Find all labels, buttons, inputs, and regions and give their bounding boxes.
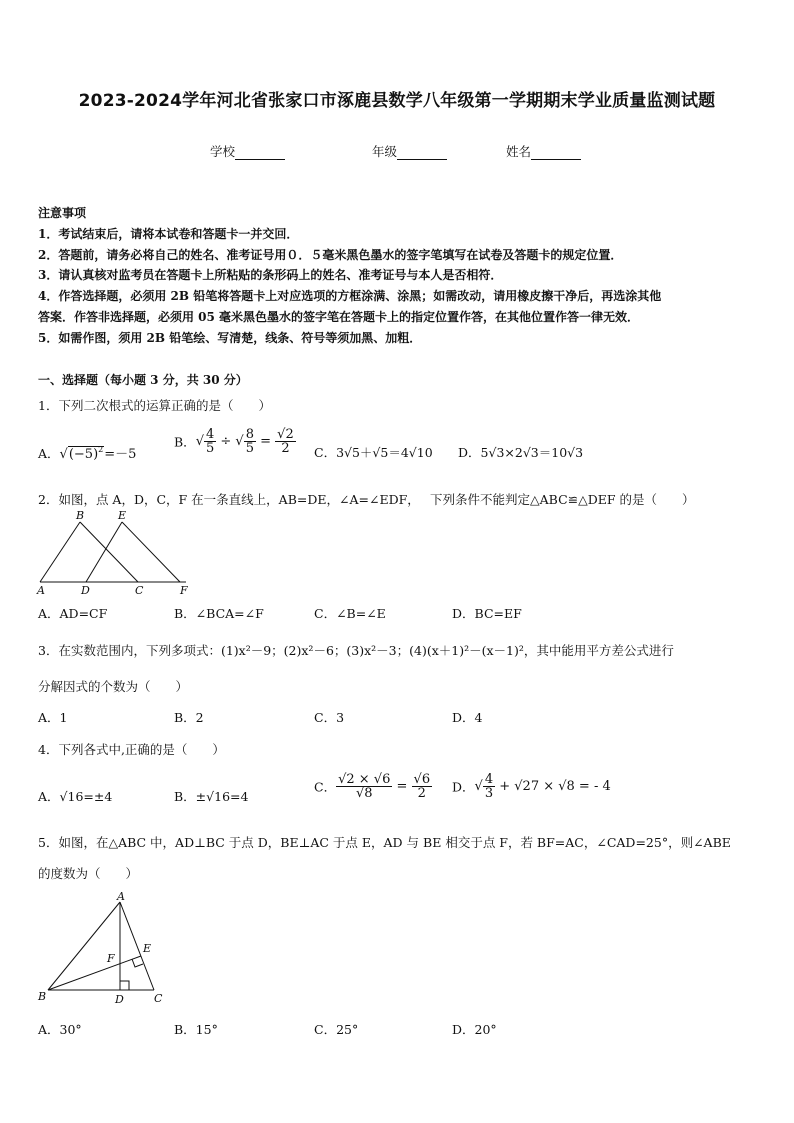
q5-option-c: C．25° xyxy=(314,1022,359,1037)
q4-option-c-expr: $\frac{√2 \times √6}{√8}$ = $\frac{√6}{2}$ xyxy=(338,772,431,801)
q5-label-f: F xyxy=(107,952,115,965)
note-item: 3．请认真核对监考员在答题卡上所粘贴的条形码上的姓名、准考证号与本人是否相符． xyxy=(38,268,503,282)
q1-option-a-result: =－5 xyxy=(104,447,137,462)
q2-side-ef xyxy=(122,522,180,582)
q5-option-b: B．15° xyxy=(174,1022,218,1037)
section-heading: 一、选择题（每小题 3 分，共 30 分） xyxy=(38,373,248,387)
q4-option-c-label: C． xyxy=(314,779,337,795)
q4-option-d xyxy=(452,773,611,800)
question-3-stem-cont: 分解因式的个数为（ ） xyxy=(38,679,189,694)
q5-label-a: A xyxy=(117,890,125,903)
q2-option-d: D．BC=EF xyxy=(452,606,522,621)
school-label: 学校 xyxy=(210,144,236,159)
q2-option-c: C．∠B=∠E xyxy=(314,606,386,621)
note-item: 4．作答选择题，必须用 2B 铅笔将答题卡上对应选项的方框涂满、涂黑；如需改动，请用橡皮擦干净后，再选涂其他 xyxy=(38,289,662,303)
question-1-stem: 1．下列二次根式的运算正确的是（ ） xyxy=(38,398,271,413)
q2-side-de xyxy=(86,522,122,582)
grade-blank xyxy=(397,147,447,160)
q5-label-c: C xyxy=(154,992,163,1005)
question-3-stem: 3．在实数范围内，下列多项式：(1)x²－9；(2)x²－6；(3)x²－3；(4)(x＋1)²－(x－1)²，其中能用平方差公式进行 xyxy=(38,643,674,658)
q2-label-b: B xyxy=(76,509,85,522)
name-field xyxy=(506,142,581,160)
q1-option-b xyxy=(174,428,296,455)
q2-figure xyxy=(34,508,194,600)
q1-option-a-label: A． xyxy=(38,446,60,461)
q2-side-bc xyxy=(80,522,138,582)
note-item: 2．答题前，请务必将自己的姓名、准考证号用０．５毫米黑色墨水的签字笔填写在试卷及答题卡的规定位置． xyxy=(38,248,623,262)
school-field xyxy=(210,142,285,160)
grade-field xyxy=(372,142,447,160)
q5-label-e: E xyxy=(143,942,152,955)
question-4-stem: 4．下列各式中,正确的是（ ） xyxy=(38,742,225,757)
question-2-stem: 2．如图，点 A，D，C，F 在一条直线上，AB=DE，∠A=∠EDF， 下列条件不能判定△ABC≌△DEF 的是（ ） xyxy=(38,492,695,507)
question-5-stem: 5．如图，在△ABC 中，AD⊥BC 于点 D，BE⊥AC 于点 E，AD 与 BE 相交于点 F，若 BF=AC，∠CAD=25°，则∠ABE xyxy=(38,835,731,850)
q2-side-ab xyxy=(40,522,80,582)
school-blank xyxy=(235,147,285,160)
q3-option-c: C．3 xyxy=(314,710,345,725)
q2-label-a: A xyxy=(37,584,45,597)
q2-label-e: E xyxy=(118,509,127,522)
q1-option-c: C．3√5＋√5＝4√10 xyxy=(314,445,433,460)
q2-label-f: F xyxy=(180,584,188,597)
q5-label-d: D xyxy=(115,993,124,1006)
q5-option-a: A．30° xyxy=(38,1022,82,1037)
note-item: 1．考试结束后，请将本试卷和答题卡一并交回． xyxy=(38,227,299,241)
q3-option-b: B．2 xyxy=(174,710,204,725)
name-blank xyxy=(531,147,581,160)
q2-label-c: C xyxy=(135,584,144,597)
q4-option-d-label: D． xyxy=(452,779,475,795)
q4-option-c xyxy=(314,773,432,800)
note-item: 5．如需作图，须用 2B 铅笔绘、写清楚，线条、符号等须加黑、加粗． xyxy=(38,331,422,345)
q2-label-d: D xyxy=(81,584,90,597)
q4-option-b: B．±√16=4 xyxy=(174,789,249,804)
q1-option-b-expr: √ $\frac{4}{5}$ ÷ √ $\frac{8}{5}$ = $\frac{√2}{2}$ xyxy=(195,427,294,456)
q1-option-a xyxy=(38,443,136,462)
q5-figure xyxy=(34,890,174,1010)
q4-option-a: A．√16=±4 xyxy=(38,789,113,804)
notes-heading: 注意事项 xyxy=(38,206,87,220)
page-title: 2023-2024学年河北省张家口市涿鹿县数学八年级第一学期期末学业质量监测试题 xyxy=(78,91,716,111)
note-item: 答案．作答非选择题，必须用 05 毫米黑色墨水的签字笔在答题卡上的指定位置作答，在其他位置作答一律无效． xyxy=(38,310,640,324)
q5-option-d: D．20° xyxy=(452,1022,497,1037)
q3-option-a: A．1 xyxy=(38,710,68,725)
q4-option-d-expr: √ $\frac{4}{3}$ + √27 × √8 = - 4 xyxy=(474,772,611,801)
grade-label: 年级 xyxy=(372,144,398,159)
q5-label-b: B xyxy=(38,990,47,1003)
q1-option-a-expr: $√(-5)^2=-5$ xyxy=(59,445,137,462)
q5-right-angle-d xyxy=(120,981,129,990)
q1-option-b-label: B． xyxy=(174,434,196,450)
q2-option-b: B．∠BCA=∠F xyxy=(174,606,264,621)
q1-option-d: D．5√3×2√3＝10√3 xyxy=(458,445,584,460)
q2-option-a: A．AD=CF xyxy=(38,606,108,621)
q3-option-d: D．4 xyxy=(452,710,483,725)
question-5-stem-cont: 的度数为（ ） xyxy=(38,866,139,881)
q5-right-angle-e xyxy=(132,959,143,967)
name-label: 姓名 xyxy=(506,144,532,159)
